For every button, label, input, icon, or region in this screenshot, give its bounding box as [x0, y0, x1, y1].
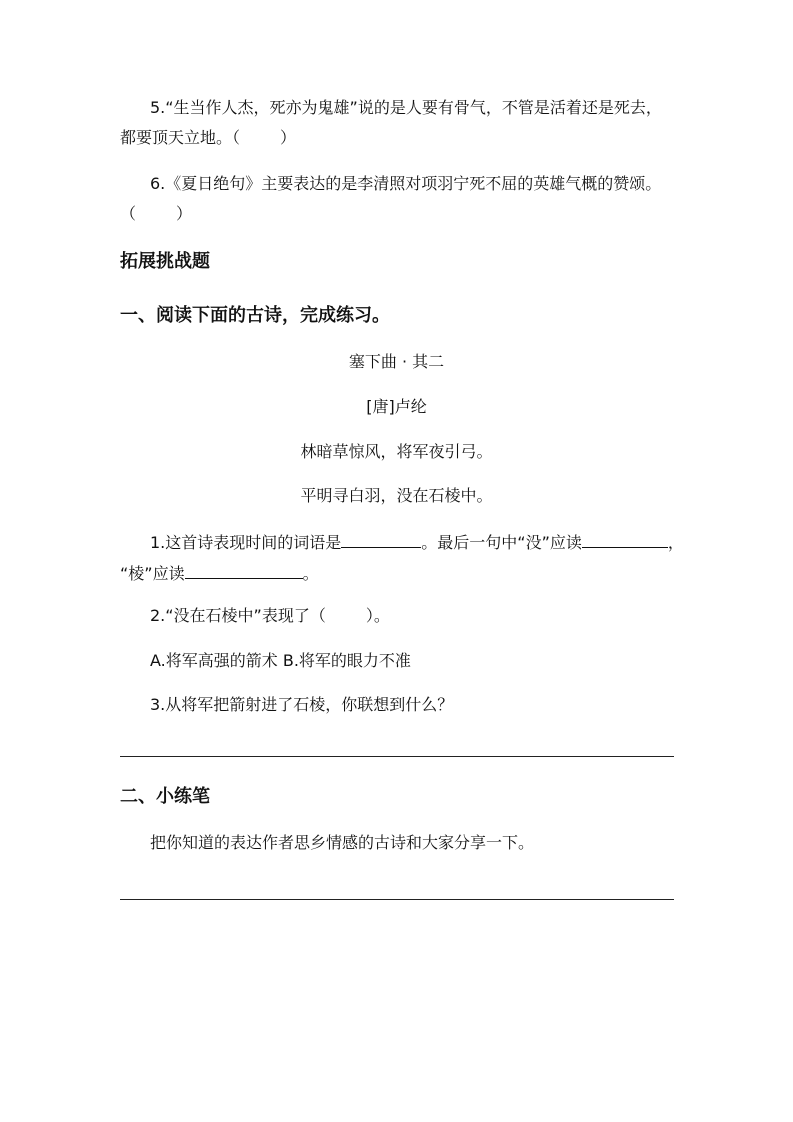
item-5-text-cont: 都要顶天立地。 [120, 128, 233, 147]
answer-blank-leng-pronunciation[interactable] [185, 562, 303, 579]
judgement-item-6-line2 [120, 204, 192, 224]
question-1-line2 [120, 562, 319, 584]
judgement-item-5-line1 [150, 98, 662, 118]
poem-line-1: 林暗草惊风，将军夜引弓。 [300, 442, 493, 461]
item-5-text: 5.“生当作人杰，死亦为鬼雄”说的是人要有骨气，不管是活着还是死去， [150, 98, 662, 117]
answer-blank-mo-pronunciation[interactable] [582, 531, 668, 548]
poem-line-2: 平明寻白羽，没在石棱中。 [300, 486, 493, 505]
answer-paren-close: ） [176, 204, 193, 223]
answer-line-q3[interactable] [120, 756, 674, 757]
question-1-period: 。 [302, 564, 319, 583]
item-6-text: 6.《夏日绝句》主要表达的是李清照对项羽宁死不屈的英雄气概的赞颂。 [150, 174, 662, 193]
question-2-text: 2.“没在石棱中”表现了（ [150, 606, 326, 625]
question-2-close: ）。 [365, 606, 390, 625]
section-title: 拓展挑战题 [120, 251, 210, 272]
question-3: 3.从将军把箭射进了石棱，你联想到什么？ [150, 695, 454, 714]
question-1-text: 1.这首诗表现时间的词语是 [150, 533, 342, 552]
part-1-heading: 一、阅读下面的古诗，完成练习。 [120, 305, 390, 326]
answer-paren-open: （ [232, 128, 241, 147]
poem-title: 塞下曲 · 其二 [348, 352, 445, 371]
answer-paren-close: ） [280, 128, 297, 147]
answer-paren-open: （ [120, 204, 137, 223]
question-2-options: A.将军高强的箭术 B.将军的眼力不准 [150, 651, 411, 670]
question-1-text-mid: 。最后一句中“没”应读 [421, 533, 582, 552]
part-2-heading: 二、小练笔 [120, 786, 210, 807]
practice-prompt: 把你知道的表达作者思乡情感的古诗和大家分享一下。 [150, 833, 535, 852]
judgement-item-5-line2 [120, 128, 296, 148]
poem-author: [唐]卢纶 [366, 397, 427, 416]
question-1-line1 [150, 531, 684, 553]
answer-line-practice[interactable] [120, 899, 674, 900]
judgement-item-6-line1 [150, 174, 661, 194]
question-2 [150, 606, 390, 626]
question-1-text-leng: “棱”应读 [120, 564, 185, 583]
answer-blank-time-word[interactable] [341, 531, 421, 548]
question-1-comma: ， [667, 533, 684, 552]
